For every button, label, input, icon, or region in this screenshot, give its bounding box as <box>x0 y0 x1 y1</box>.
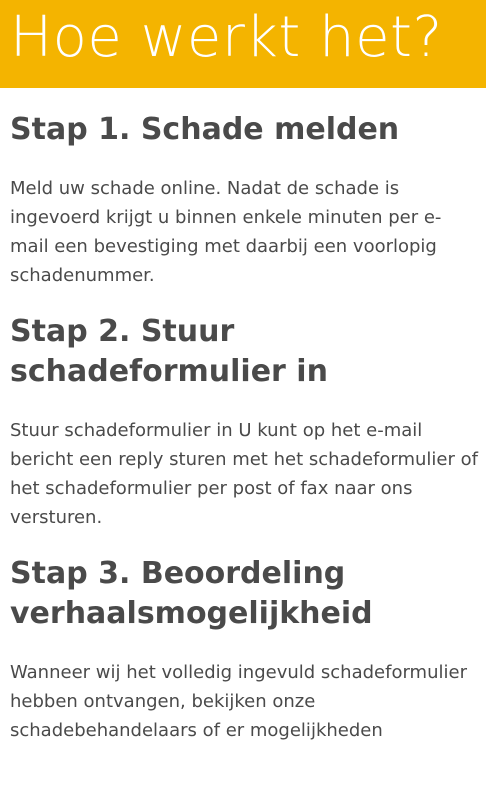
step-3-body: Wanneer wij het volledig ingevuld schadeformulier hebben ontvangen, bekijken onze schadebehandelaars of er mogelijkheden <box>10 662 467 741</box>
step-2-body: Stuur schadeformulier in U kunt op het e-mail bericht een reply sturen met het schadeformulier of het schadeformulier per post of fax naar ons versturen. <box>10 420 478 528</box>
page-header <box>0 0 486 88</box>
steps-content <box>10 110 478 767</box>
step-1-heading: Stap 1. Schade melden <box>10 112 400 147</box>
step-3-heading: Stap 3. Beoordeling verhaalsmogelijkheid <box>10 556 373 631</box>
step-2-heading: Stap 2. Stuur schadeformulier in <box>10 314 328 389</box>
step-1-body: Meld uw schade online. Nadat de schade is ingevoerd krijgt u binnen enkele minuten per e-mail een bevestiging met daarbij een voorlopig schadenummer. <box>10 178 442 286</box>
page-title: Hoe werkt het? <box>10 5 443 70</box>
